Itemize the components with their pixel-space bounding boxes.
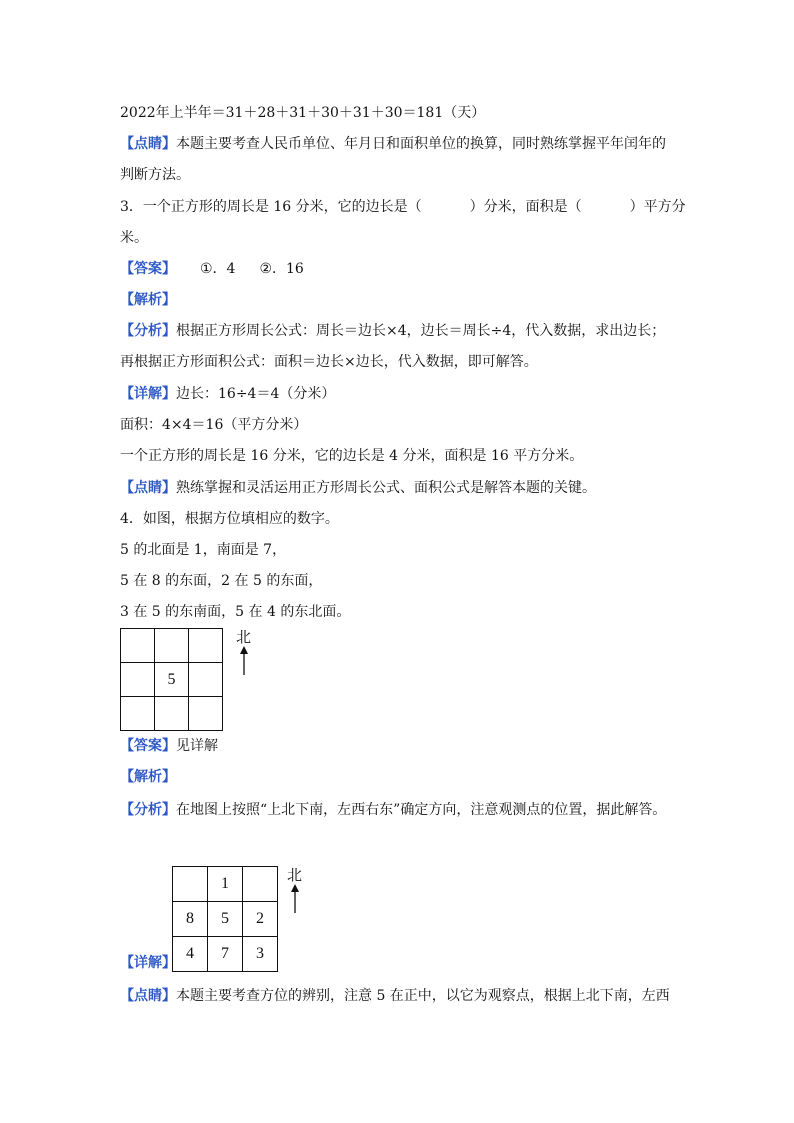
jiexi-tag-2: 【解析】 — [120, 769, 176, 785]
question-3-part-b: ）分米，面积是（ — [469, 199, 582, 215]
fenxi-line-1 — [120, 321, 665, 341]
grid-cell: 3 — [243, 937, 278, 972]
direction-grid-question — [120, 628, 223, 731]
fenxi-tag: 【分析】 — [120, 323, 176, 339]
conclusion-line: 一个正方形的周长是 16 分米，它的边长是 4 分米，面积是 16 平方分米。 — [120, 448, 584, 464]
grid-cell — [121, 629, 155, 663]
grid-cell — [189, 629, 223, 663]
dianjing-text-2: 熟练掌握和灵活运用正方形周长公式、面积公式是解答本题的关键。 — [176, 480, 596, 496]
fenxi-tag-2: 【分析】 — [120, 802, 176, 818]
grid-cell: 1 — [208, 867, 243, 902]
xiangjie-text: 边长：16÷4＝4（分米） — [176, 386, 336, 402]
direction-grid-answer — [172, 866, 278, 972]
dianjing-text-3: 本题主要考查方位的辨别，注意 5 在正中，以它为观察点，根据上北下南，左西 — [176, 988, 670, 1004]
grid-cell — [189, 697, 223, 731]
dianjing-text: 本题主要考查人民币单位、年月日和面积单位的换算，同时熟练掌握平年闰年的 — [176, 136, 666, 152]
north-arrow-icon-2 — [289, 884, 301, 914]
grid-cell — [173, 867, 208, 902]
grid-cell: 8 — [173, 902, 208, 937]
north-label-2: 北 — [287, 866, 303, 884]
area-line: 面积：4×4＝16（平方分米） — [120, 417, 308, 433]
question-4-clue-3: 3 在 5 的东南面，5 在 4 的东北面。 — [120, 604, 351, 620]
grid-cell — [155, 629, 189, 663]
answer-2: ②．16 — [259, 261, 304, 277]
dianjing-line-1 — [120, 134, 666, 154]
question-3 — [120, 197, 686, 217]
grid-cell: 5 — [208, 902, 243, 937]
question-4-clue-2: 5 在 8 的东面，2 在 5 的东面， — [120, 573, 323, 589]
grid-cell — [155, 697, 189, 731]
fenxi-line-3 — [120, 800, 666, 820]
xiangjie-tag-2: 【详解】 — [120, 955, 176, 971]
grid-cell — [121, 663, 155, 697]
grid-cell — [121, 697, 155, 731]
dianjing-line-2: 判断方法。 — [120, 167, 190, 183]
dianjing-line-4 — [120, 986, 670, 1006]
jiexi-line — [120, 290, 176, 310]
xiangjie-line-2 — [120, 953, 176, 973]
grid-cell — [189, 663, 223, 697]
grid-cell: 4 — [173, 937, 208, 972]
question-4-clue-1: 5 的北面是 1，南面是 7， — [120, 542, 287, 558]
answer-tag: 【答案】 — [120, 261, 176, 277]
answer-tag-2: 【答案】 — [120, 738, 176, 754]
question-3-part-a: 3．一个正方形的周长是 16 分米，它的边长是（ — [120, 199, 422, 215]
dianjing-tag: 【点睛】 — [120, 136, 176, 152]
answer-text-2: 见详解 — [176, 738, 218, 754]
answer-line — [120, 259, 304, 279]
grid-cell: 7 — [208, 937, 243, 972]
north-arrow-icon — [238, 646, 250, 676]
dianjing-tag-3: 【点睛】 — [120, 988, 176, 1004]
answer-line-2 — [120, 736, 218, 756]
jiexi-line-2 — [120, 767, 176, 787]
xiangjie-tag: 【详解】 — [120, 386, 176, 402]
north-label: 北 — [236, 628, 252, 646]
answer-1: ①．4 — [200, 261, 236, 277]
grid-cell — [243, 867, 278, 902]
question-3-part-c: ）平方分 — [629, 199, 686, 215]
fenxi-line-2: 再根据正方形面积公式：面积＝边长×边长，代入数据，即可解答。 — [120, 354, 538, 370]
fenxi-text: 根据正方形周长公式：周长＝边长×4，边长＝周长÷4，代入数据，求出边长； — [176, 323, 666, 339]
dianjing-tag-2: 【点睛】 — [120, 480, 176, 496]
dianjing-line-3 — [120, 478, 596, 498]
grid-cell: 5 — [155, 663, 189, 697]
jiexi-tag: 【解析】 — [120, 292, 176, 308]
grid-cell: 2 — [243, 902, 278, 937]
calc-line: 2022年上半年＝31＋28＋31＋30＋31＋30＝181（天） — [120, 105, 486, 121]
xiangjie-line — [120, 384, 335, 404]
question-3-cont: 米。 — [120, 230, 148, 246]
fenxi-text-3: 在地图上按照“上北下南，左西右东”确定方向，注意观测点的位置，据此解答。 — [176, 802, 667, 818]
question-4: 4．如图，根据方位填相应的数字。 — [120, 511, 339, 527]
